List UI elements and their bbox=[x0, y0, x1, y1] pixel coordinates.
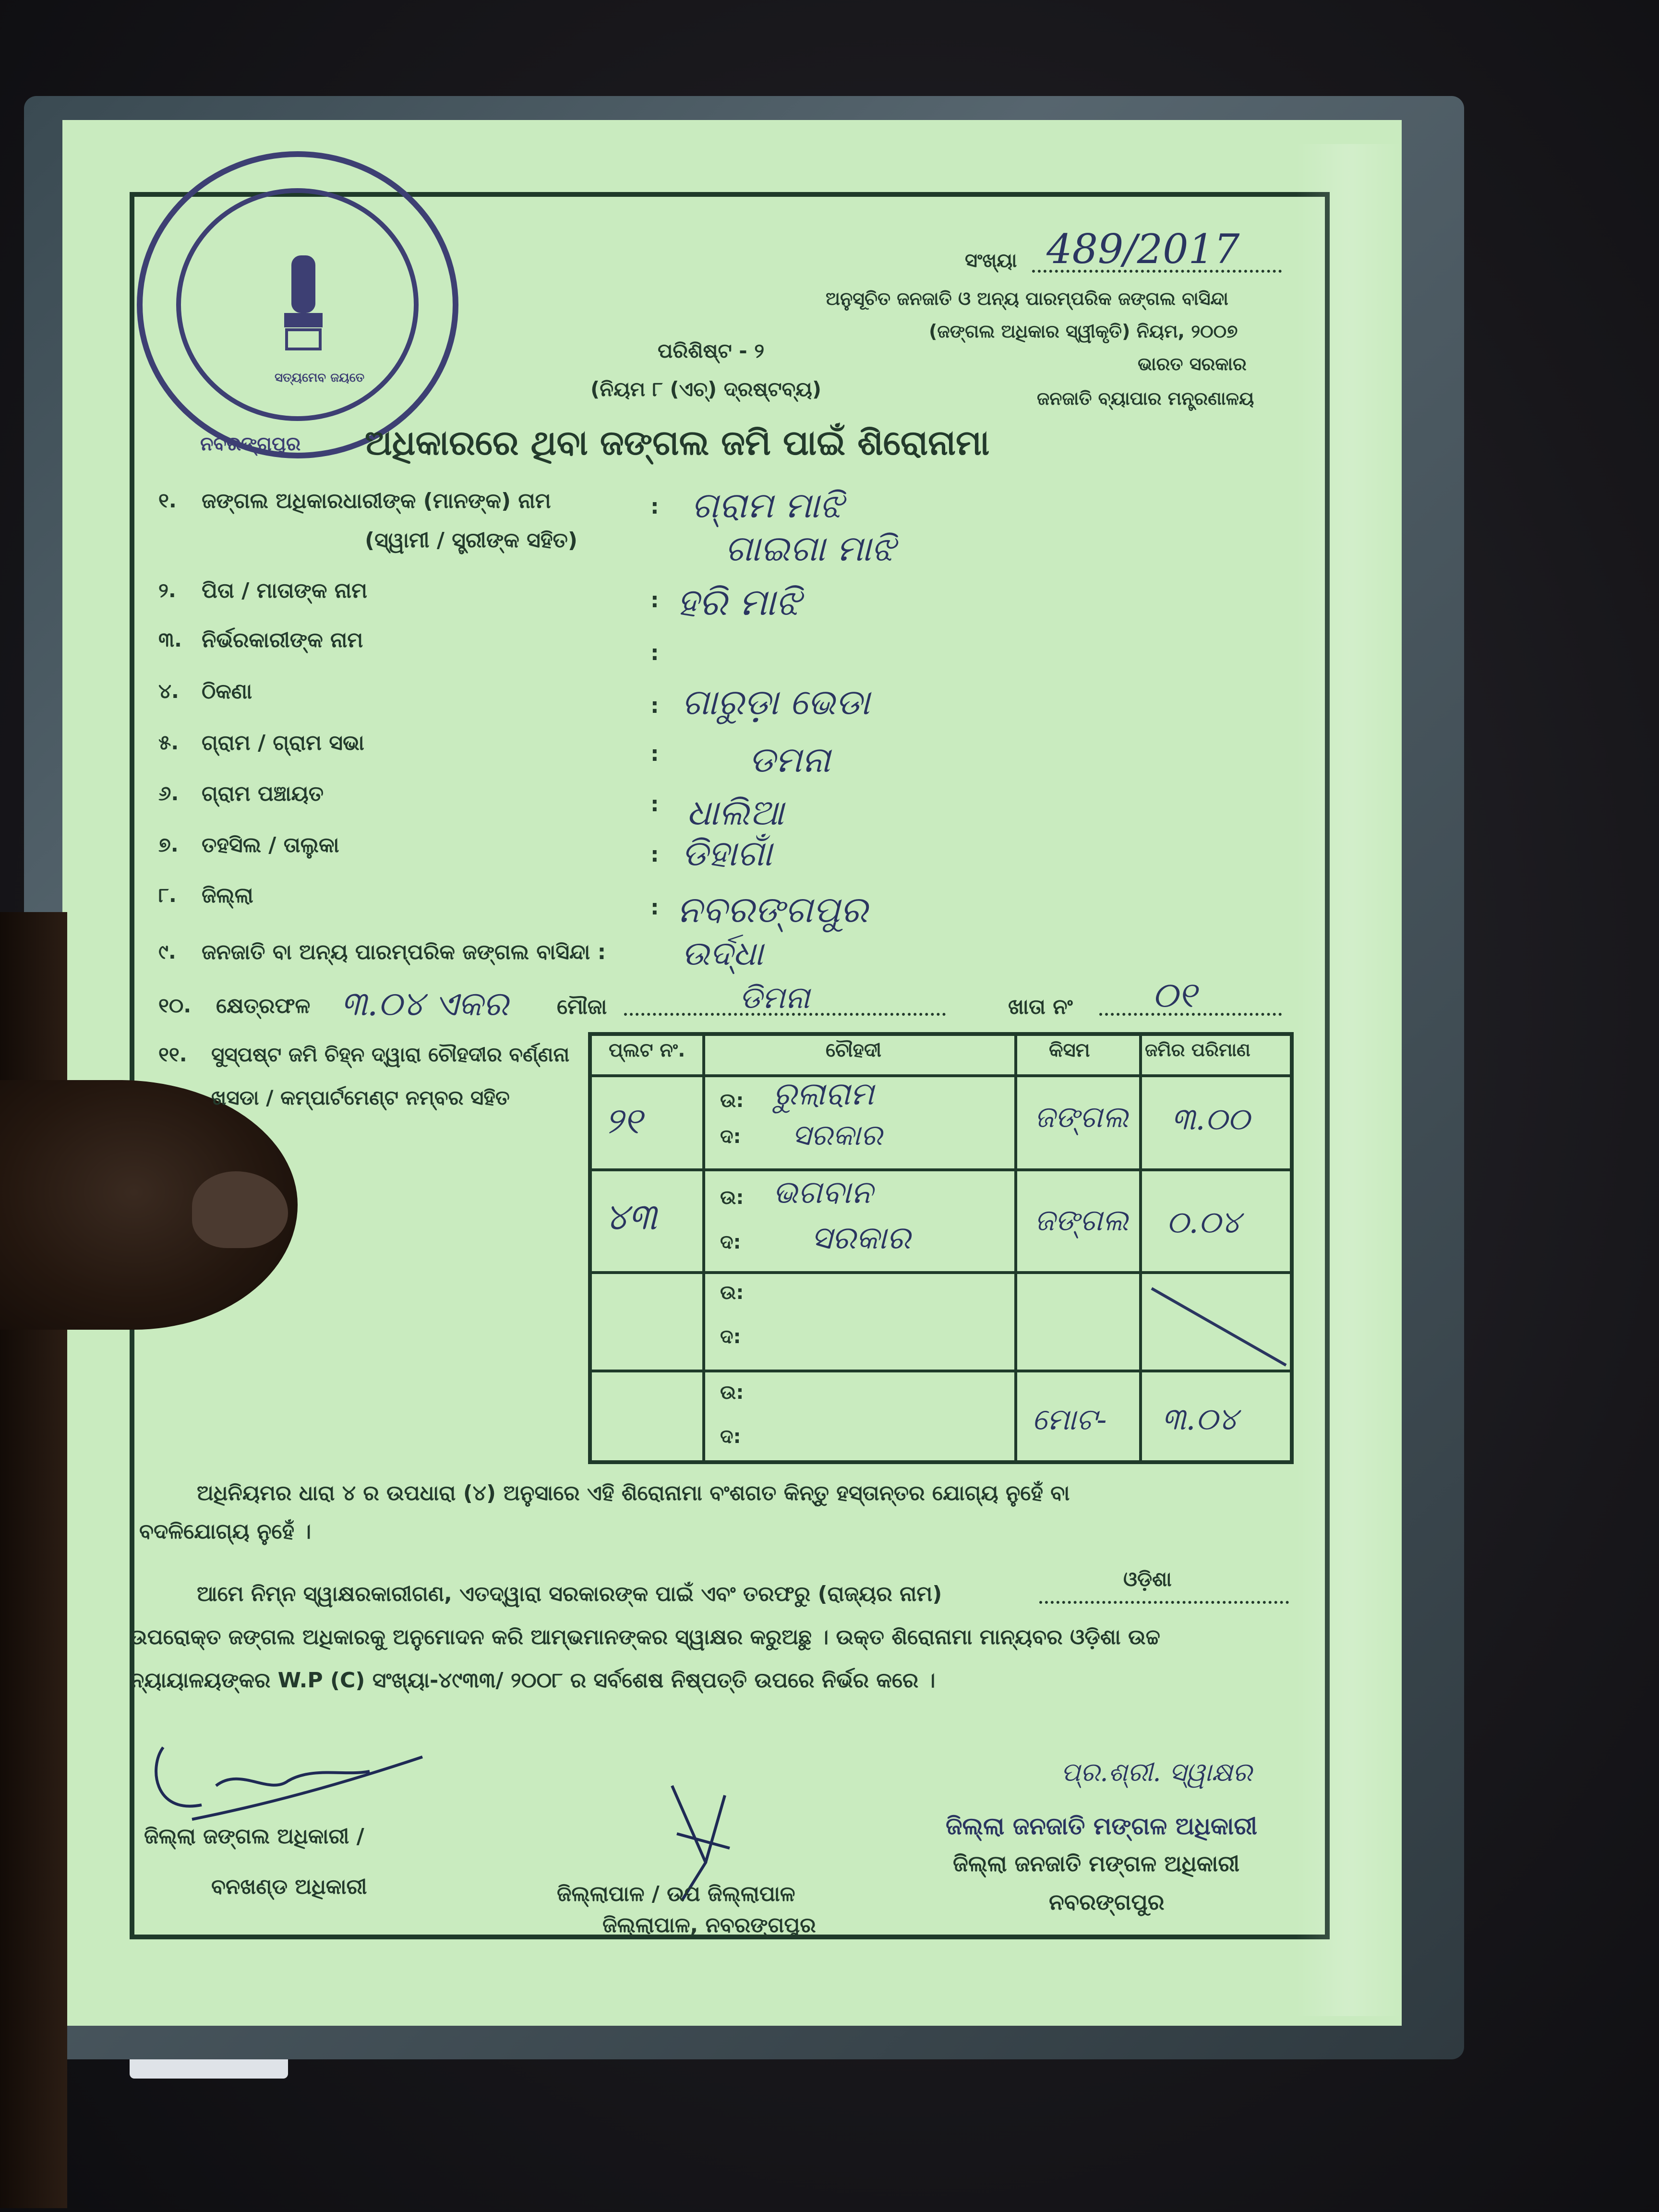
act-line-1: ଅନୁସୂଚିତ ଜନଜାତି ଓ ଅନ୍ୟ ପାରମ୍ପରିକ ଜଙ୍ଗଲ ବାସିନ୍ଦା bbox=[826, 288, 1228, 309]
table-rule bbox=[702, 1036, 705, 1460]
header-boundary: ଚୌହଦୀ bbox=[826, 1039, 882, 1061]
area-value: ୩.୦୪ ଏକର bbox=[341, 984, 509, 1023]
mid-signatory-1: ଜିଲ୍ଲାପାଳ / ଉପ ଜିଲ୍ଲାପାଳ bbox=[557, 1882, 795, 1906]
table-rule bbox=[1139, 1036, 1142, 1460]
colon: : bbox=[650, 641, 659, 665]
khata-value: ୦୧ bbox=[1152, 974, 1197, 1016]
signature-left bbox=[144, 1709, 432, 1834]
emblem-caption: ସତ୍ୟମେବ ଜୟତେ bbox=[275, 371, 365, 385]
tahasil-value: ଡିହାଗାଁ bbox=[682, 833, 772, 874]
act-line-4: ଜନଜାତି ବ୍ୟାପାର ମନ୍ତ୍ରଣାଳୟ bbox=[1037, 388, 1254, 409]
area-value: ୦.୦୪ bbox=[1166, 1205, 1241, 1240]
field-num: ୯. bbox=[158, 940, 176, 963]
field-num: ୩. bbox=[158, 628, 182, 651]
field-label: ଜଙ୍ଗଲ ଅଧିକାରଧାରୀଙ୍କ (ମାନଙ୍କ) ନାମ bbox=[202, 489, 551, 513]
field-label: ଜନଜାତି ବା ଅନ୍ୟ ପାରମ୍ପରିକ ଜଙ୍ଗଲ ବାସିନ୍ଦା : bbox=[202, 940, 606, 964]
left-signatory-1: ଜିଲ୍ଲା ଜଙ୍ଗଲ ଅଧିକାରୀ / bbox=[144, 1824, 364, 1849]
address-value: ଗାରୁଡ଼ା ଭେଡା bbox=[682, 682, 870, 723]
seal-text: ନବରଙ୍ଗପୁର bbox=[200, 433, 301, 455]
right-signatory-1: ଜିଲ୍ଲା ଜନଜାତି ମଙ୍ଗଳ ଅଧିକାରୀ bbox=[953, 1851, 1240, 1876]
colon: : bbox=[650, 895, 659, 920]
declaration-1a: ଅଧିନିୟମର ଧାରା ୪ ର ଉପଧାରା (୪) ଅନୁସାରେ ଏହି ଶିରୋନାମା ବଂଶଗତ କିନ୍ତୁ ହସ୍ତାନ୍ତର ଯୋଗ୍ୟ ନୁହେଁ ବା bbox=[197, 1481, 1070, 1505]
field-num: ୧. bbox=[158, 489, 177, 512]
spouse-name: ଗାଇଗା ମାଝି bbox=[725, 528, 895, 569]
kisam-value: ଜଙ୍ଗଲ bbox=[1034, 1202, 1129, 1238]
field-num: ୧୧. bbox=[158, 1043, 187, 1066]
area-label: କ୍ଷେତ୍ରଫଳ bbox=[216, 994, 311, 1018]
parent-name: ହରି ମାଝି bbox=[677, 581, 801, 624]
field-label: ନିର୍ଭରକାରୀଙ୍କ ନାମ bbox=[202, 628, 363, 652]
field-num: ୪. bbox=[158, 679, 179, 703]
mouza-label: ମୌଜା bbox=[557, 995, 607, 1019]
panchayat-value: ଧାଲିଆ bbox=[686, 792, 784, 833]
boundary-label-2: ଖସଡା / କମ୍ପାର୍ଟମେଣ୍ଟ ନମ୍ବର ସହିତ bbox=[211, 1086, 510, 1109]
south-label: ଦ: bbox=[720, 1426, 741, 1448]
state-name: ଓଡ଼ିଶା bbox=[1123, 1567, 1172, 1591]
ashoka-emblem-icon bbox=[282, 246, 325, 366]
rule-reference: (ନିୟମ ୮ (ଏଚ୍) ଦ୍ରଷ୍ଟବ୍ୟ) bbox=[590, 377, 822, 401]
right-signature-handwritten: ପ୍ର.ଶ୍ରୀ. ସ୍ୱାକ୍ଷର bbox=[1061, 1757, 1252, 1787]
mouza-value: ଡିମନା bbox=[739, 980, 810, 1016]
header-kisam: କିସମ bbox=[1049, 1039, 1090, 1061]
south-label: ଦ: bbox=[720, 1126, 741, 1148]
north-value: ରୁଲାରାମ bbox=[773, 1075, 874, 1112]
field-sublabel: (ସ୍ୱାମୀ / ସ୍ତ୍ରୀଙ୍କ ସହିତ) bbox=[365, 528, 577, 553]
field-label: ପିତା / ମାତାଙ୍କ ନାମ bbox=[202, 578, 368, 603]
state-dotline bbox=[1039, 1601, 1289, 1604]
annexure: ପରିଶିଷ୍ଟ - ୨ bbox=[658, 339, 765, 362]
south-label: ଦ: bbox=[720, 1231, 741, 1253]
table-rule bbox=[592, 1074, 1290, 1077]
south-label: ଦ: bbox=[720, 1326, 741, 1348]
colon: : bbox=[650, 742, 659, 766]
north-label: ଉ: bbox=[720, 1187, 744, 1209]
plot-number: ୪୩ bbox=[605, 1195, 657, 1238]
declaration-1b: ବଦଳିଯୋଗ୍ୟ ନୁହେଁ । bbox=[139, 1519, 312, 1544]
declaration-2a: ଆମେ ନିମ୍ନ ସ୍ୱାକ୍ଷରକାରୀଗଣ, ଏତଦ୍ୱାରା ସରକାରଙ୍କ ପାଇଁ ଏବଂ ତରଫରୁ (ରାଜ୍ୟର ନାମ) bbox=[197, 1582, 942, 1606]
declaration-2c: ନ୍ୟାୟାଳୟଙ୍କର W.P (C) ସଂଖ୍ୟା-୪୯୩୩/ ୨୦୦୮ ର ସର୍ବଶେଷ ନିଷ୍ପତ୍ତି ଉପରେ ନିର୍ଭର କରେ । bbox=[130, 1668, 936, 1693]
field-num: ୫. bbox=[158, 731, 179, 754]
plot-number: ୨୧ bbox=[605, 1099, 642, 1142]
boundary-label-1: ସୁସ୍ପଷ୍ଟ ଜମି ଚିହ୍ନ ଦ୍ୱାରା ଚୌହଦୀର ବର୍ଣ୍ଣନା bbox=[211, 1043, 570, 1066]
seal-inner-ring bbox=[176, 188, 419, 421]
field-label: ଗ୍ରାମ ପଞ୍ଚାୟତ bbox=[202, 781, 324, 806]
document-title: ଅଧିକାରରେ ଥିବା ଜଙ୍ଗଲ ଜମି ପାଇଁ ଶିରୋନାମା bbox=[365, 422, 990, 463]
field-label: ଠିକଣା bbox=[202, 679, 252, 704]
colon: : bbox=[650, 694, 659, 718]
area-value: ୩.୦୦ bbox=[1171, 1102, 1250, 1137]
total-label: ମୋଟ- bbox=[1032, 1402, 1107, 1437]
mid-signatory-2: ଜିଲ୍ଲାପାଳ, ନବରଙ୍ଗପୁର bbox=[602, 1913, 816, 1937]
field-num: ୧୦. bbox=[158, 994, 192, 1017]
table-rule bbox=[1014, 1036, 1017, 1460]
khata-label: ଖାତା ନଂ bbox=[1008, 995, 1073, 1019]
act-line-2: (ଜଙ୍ଗଲ ଅଧିକାର ସ୍ୱୀକୃତି) ନିୟମ, ୨୦୦୭ bbox=[929, 321, 1238, 342]
declaration-2b: ଉପରୋକ୍ତ ଜଙ୍ଗଲ ଅଧିକାରକୁ ଅନୁମୋଦନ କରି ଆମ୍ଭମାନଙ୍କର ସ୍ୱାକ୍ଷର କରୁଅଛୁ । ଉକ୍ତ ଶିରୋନାମା ମାନ୍ୟବର ଓଡ଼ିଶା ଉଚ୍ଚ bbox=[130, 1625, 1160, 1649]
north-label: ଉ: bbox=[720, 1282, 744, 1304]
community-value: ଉର୍ଦ୍ଧା bbox=[682, 934, 763, 973]
cancel-stroke bbox=[1142, 1274, 1294, 1370]
field-num: ୨. bbox=[158, 578, 176, 602]
kisam-value: ଜଙ୍ଗଲ bbox=[1034, 1099, 1129, 1134]
colon: : bbox=[650, 494, 659, 519]
north-value: ଭଗବାନ bbox=[773, 1174, 873, 1211]
village-value: ଡମନା bbox=[749, 739, 830, 781]
serial-number: 489/2017 bbox=[1046, 226, 1240, 273]
right-signatory-hand: ଜିଲ୍ଲା ଜନଜାତି ମଙ୍ଗଳ ଅଧିକାରୀ bbox=[946, 1812, 1258, 1840]
north-label: ଉ: bbox=[720, 1090, 744, 1112]
colon: : bbox=[650, 792, 659, 817]
south-value: ସରକାର bbox=[792, 1118, 883, 1152]
left-signatory-2: ବନଖଣ୍ଡ ଅଧିକାରୀ bbox=[211, 1875, 367, 1899]
total-area: ୩.୦୪ bbox=[1162, 1402, 1238, 1437]
serial-label: ସଂଖ୍ୟା bbox=[965, 250, 1017, 272]
district-value: ନବରଙ୍ଗପୁର bbox=[677, 888, 868, 931]
right-signatory-2: ନବରଙ୍ଗପୁର bbox=[1049, 1889, 1165, 1915]
field-num: ୮. bbox=[158, 883, 177, 907]
header-area: ଜମିର ପରିମାଣ bbox=[1145, 1039, 1250, 1060]
holder-name: ଗ୍ରାମ ମାଝି bbox=[691, 485, 844, 526]
table-rule bbox=[592, 1370, 1290, 1372]
act-line-3: ଭାରତ ସରକାର bbox=[1138, 353, 1247, 374]
serial-dotline bbox=[1032, 270, 1282, 273]
field-num: ୭. bbox=[158, 833, 179, 856]
table-rule bbox=[592, 1168, 1290, 1171]
office-seal bbox=[137, 151, 458, 458]
header-plot: ପ୍ଲଟ ନଂ. bbox=[609, 1039, 685, 1061]
north-label: ଉ: bbox=[720, 1382, 744, 1404]
field-label: ଜିଲ୍ଲା bbox=[202, 883, 253, 908]
colon: : bbox=[650, 588, 659, 613]
field-num: ୬. bbox=[158, 781, 179, 805]
boundary-table bbox=[588, 1032, 1294, 1464]
field-label: ତହସିଲ / ତାଲୁକା bbox=[202, 833, 339, 857]
colon: : bbox=[650, 842, 659, 867]
south-value: ସରକାର bbox=[811, 1219, 911, 1256]
laminate-glare bbox=[1296, 144, 1402, 2016]
field-label: ଗ୍ରାମ / ଗ୍ରାମ ସଭା bbox=[202, 731, 364, 755]
